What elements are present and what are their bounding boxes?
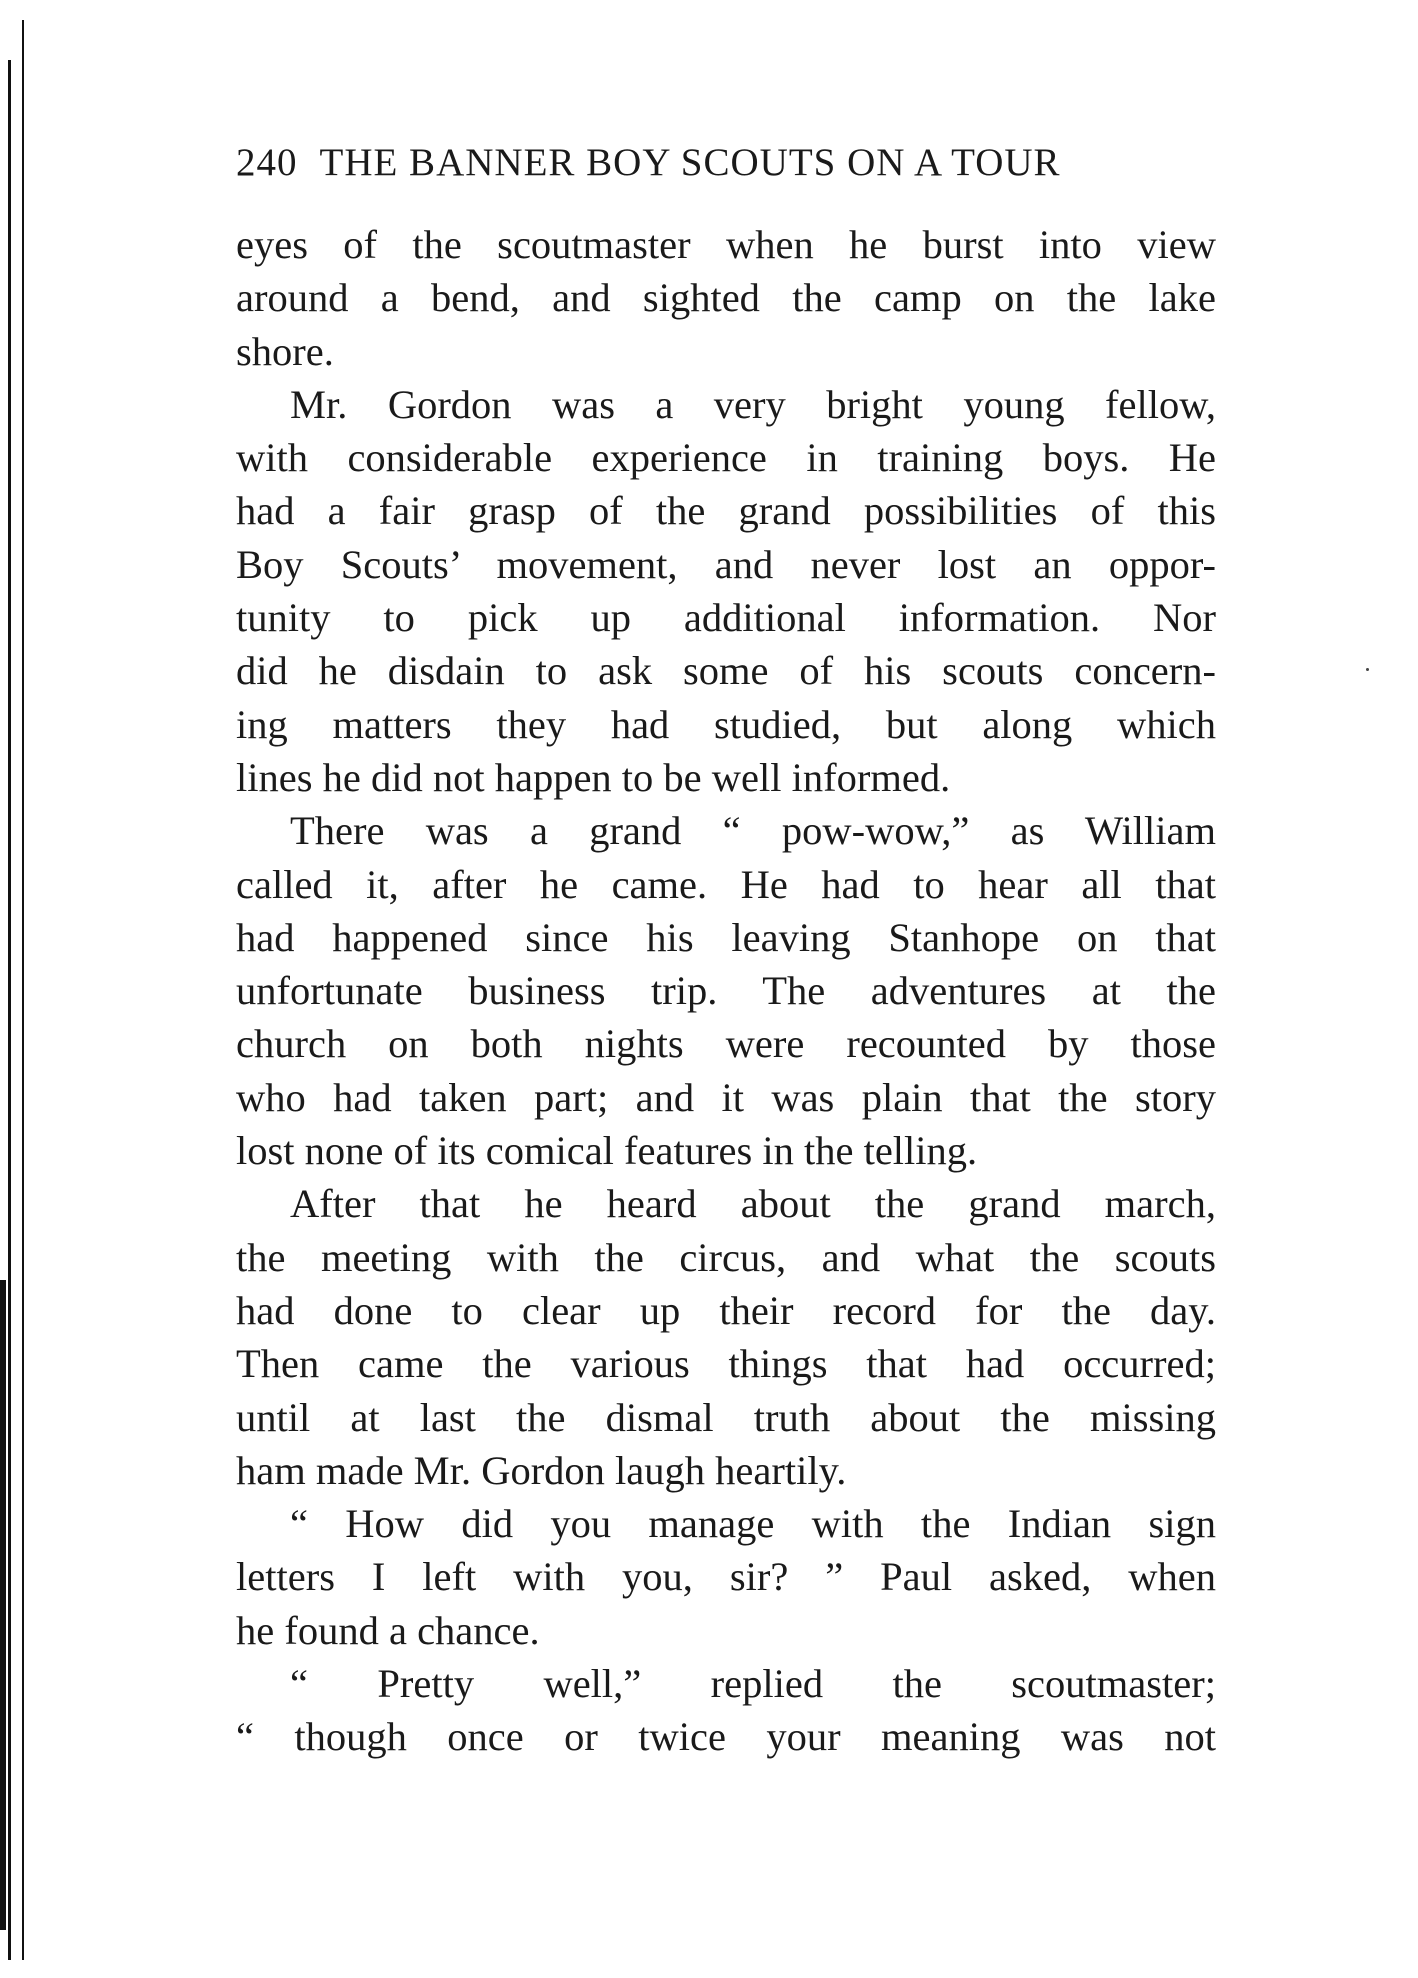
text-line: Then came the various things that had occurred; (236, 1341, 1216, 1387)
text-line: “ though once or twice your meaning was not (236, 1714, 1216, 1760)
text-line: the meeting with the circus, and what the scouts (236, 1234, 1216, 1280)
text-line: ham made Mr. Gordon laugh heartily. (236, 1447, 847, 1493)
page-number: 240 (236, 141, 298, 184)
text-line: tunity to pick up additional information. Nor (236, 595, 1216, 641)
text-line: had done to clear up their record for the day. (236, 1287, 1216, 1333)
text-line: ing matters they had studied, but along which (236, 701, 1216, 747)
book-page (236, 140, 1216, 1764)
text-line: around a bend, and sighted the camp on the lake (236, 275, 1216, 321)
text-line: lost none of its comical features in the telling. (236, 1128, 978, 1174)
text-line: had a fair grasp of the grand possibilities of this (236, 488, 1216, 534)
text-line: Mr. Gordon was a very bright young fellow, (290, 381, 1216, 427)
running-title: THE BANNER BOY SCOUTS ON A TOUR (319, 141, 1061, 184)
text-line: until at last the dismal truth about the missing (236, 1394, 1216, 1440)
running-head (236, 140, 1216, 190)
text-line: who had taken part; and it was plain that the story (236, 1074, 1216, 1120)
body-text (236, 218, 1216, 1764)
stray-mark (1366, 668, 1369, 671)
text-line: “ How did you manage with the Indian sign (290, 1501, 1216, 1547)
text-line: had happened since his leaving Stanhope on that (236, 914, 1216, 960)
text-line: letters I left with you, sir? ” Paul asked, when (236, 1554, 1216, 1600)
text-line: lines he did not happen to be well informed. (236, 754, 951, 800)
text-line: unfortunate business trip. The adventures at the (236, 968, 1216, 1014)
binding-line-inner (22, 20, 24, 1960)
text-line: church on both nights were recounted by those (236, 1021, 1216, 1067)
text-line: called it, after he came. He had to hear all that (236, 861, 1216, 907)
binding-edge (0, 0, 40, 1978)
text-line: did he disdain to ask some of his scouts concern- (236, 648, 1216, 694)
binding-line-outer (8, 60, 11, 1960)
text-line: with considerable experience in training boys. He (236, 435, 1216, 481)
text-line: Boy Scouts’ movement, and never lost an oppor- (236, 541, 1216, 587)
text-line: After that he heard about the grand march, (290, 1181, 1216, 1227)
text-line: “ Pretty well,” replied the scoutmaster; (290, 1661, 1216, 1707)
text-line: shore. (236, 328, 334, 374)
binding-shadow (0, 1280, 6, 1930)
text-line: eyes of the scoutmaster when he burst into view (236, 222, 1216, 267)
text-line: he found a chance. (236, 1607, 540, 1653)
text-line: There was a grand “ pow-wow,” as William (290, 808, 1216, 854)
